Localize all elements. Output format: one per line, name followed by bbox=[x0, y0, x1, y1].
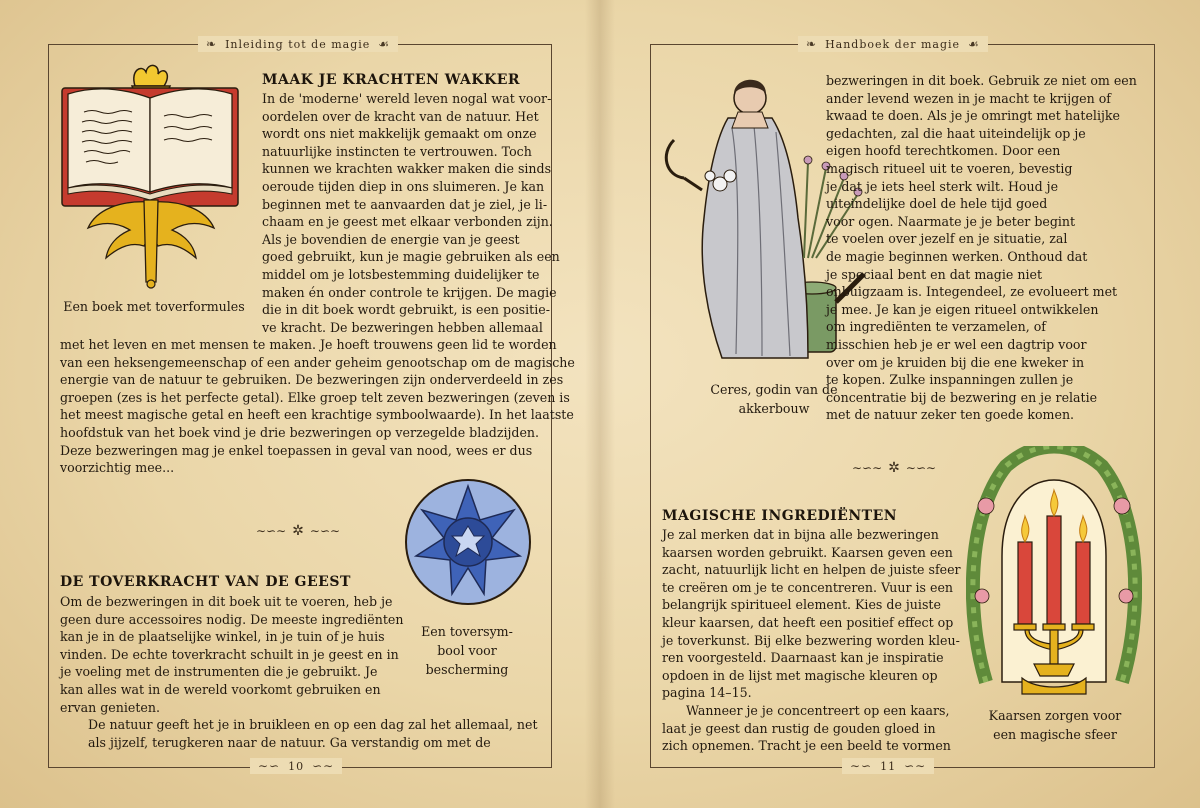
body-line: bezweringen in dit boek. Gebruik ze niet om een bbox=[826, 73, 1137, 88]
body-line: oeroude tijden diep in ons sluimeren. Je kan bbox=[262, 178, 545, 194]
body-line: hoofdstuk van het boek vind je drie bezweringen op verzegelde bladzijden. bbox=[60, 424, 540, 440]
body-line: kleur kaarsen, dat heeft een positief effect op bbox=[662, 614, 954, 630]
section-body bbox=[662, 720, 951, 755]
section-body bbox=[60, 593, 403, 716]
section-body bbox=[662, 526, 961, 702]
flourish-right-icon: ☙ bbox=[378, 37, 391, 51]
body-line: magisch ritueel uit te voeren, bevestig bbox=[826, 160, 1073, 176]
candles-caption bbox=[972, 706, 1138, 744]
section-divider bbox=[852, 460, 936, 476]
protection-symbol-illustration bbox=[402, 476, 534, 608]
body-line: natuurlijke instincten te vertrouwen. Toch bbox=[262, 143, 532, 159]
book-caption: Een boek met toverformules bbox=[63, 299, 245, 314]
body-line: Wanneer je je concentreert op een kaars, bbox=[686, 703, 950, 718]
body-line: ander levend wezen in je macht te krijgen of bbox=[826, 90, 1111, 106]
body-line: belangrijk spiritueel element. Kies de juiste bbox=[662, 597, 941, 613]
body-line: je voeling met de instrumenten die je gebruikt. Je bbox=[60, 664, 378, 680]
body-line: laat je geest dan rustig de gouden gloed in bbox=[662, 720, 936, 736]
caption-line: akkerbouw bbox=[738, 401, 810, 416]
body-line: Om de bezweringen in dit boek uit te voeren, heb je bbox=[60, 594, 393, 609]
body-line: onbuigzaam is. Integendeel, ze evolueert met bbox=[826, 284, 1118, 300]
page-number-text: 10 bbox=[288, 759, 305, 773]
body-line: wordt ons niet makkelijk gemaakt om onze bbox=[262, 126, 537, 142]
body-line: oordelen over de kracht van de natuur. Het bbox=[262, 108, 539, 124]
body-line: De natuur geeft het je in bruikleen en op een dag zal het allemaal, net bbox=[88, 717, 538, 732]
body-line: zacht, natuurlijk licht en helpen de juiste sfeer bbox=[662, 562, 961, 578]
body-line: te creëren om je te concentreren. Vuur is een bbox=[662, 579, 954, 595]
section-heading: MAAK JE KRACHTEN WAKKER bbox=[262, 72, 521, 88]
body-line: In de 'moderne' wereld leven nogal wat voor- bbox=[262, 91, 552, 106]
body-line: de magie beginnen werken. Onthoud dat bbox=[826, 248, 1088, 264]
body-line: middel om je lotsbestemming duidelijker te bbox=[262, 266, 540, 282]
page-number-text: 11 bbox=[880, 759, 897, 773]
flourish-right-icon: ∽∼ bbox=[312, 759, 335, 773]
section-body-narrow bbox=[262, 90, 560, 336]
body-line: Als je bovendien de energie van je geest bbox=[262, 231, 520, 247]
swirl-left-icon: ∼∽∼ bbox=[852, 461, 883, 475]
body-line: die in dit boek wordt gebruikt, is een positie- bbox=[262, 302, 550, 318]
body-line: ervan genieten. bbox=[60, 699, 160, 715]
body-line: maken én onder controle te krijgen. De magie bbox=[262, 284, 557, 300]
body-line: vinden. De echte toverkracht schuilt in je geest en in bbox=[60, 646, 399, 662]
body-line: je toverkunst. Bij elke bezwering worden kleu- bbox=[662, 632, 960, 648]
right-page bbox=[600, 0, 1200, 808]
body-line: geen dure accessoires nodig. De meeste ingrediënten bbox=[60, 611, 404, 627]
body-line: ren voorgesteld. Daarnaast kan je inspiratie bbox=[662, 650, 944, 666]
page-number bbox=[250, 758, 342, 774]
star-icon: ✲ bbox=[292, 523, 304, 539]
body-line: te kopen. Zulke inspanningen zullen je bbox=[826, 372, 1074, 388]
body-line: je mee. Je kan je eigen ritueel ontwikkelen bbox=[826, 301, 1099, 317]
body-line: je dat je iets heel sterk wilt. Houd je bbox=[826, 178, 1059, 194]
caption-line: Een toversym- bbox=[421, 624, 513, 639]
running-head-text: Handboek der magie bbox=[825, 37, 961, 51]
body-line: kwaad te doen. Als je je omringt met hatelijke bbox=[826, 108, 1120, 124]
body-line: te voelen over jezelf en je situatie, zal bbox=[826, 231, 1068, 247]
body-line: over om je kruiden bij die ene kweker in bbox=[826, 354, 1085, 370]
body-line: groepen (zes is het perfecte getal). Elke groep telt zeven bezweringen (zeven is bbox=[60, 389, 570, 405]
section-heading: MAGISCHE INGREDIËNTEN bbox=[662, 508, 898, 524]
flourish-left-icon: ∼∽ bbox=[850, 759, 873, 773]
body-line: Deze bezweringen mag je enkel toepassen in geval van nood, wees er dus bbox=[60, 442, 533, 458]
caption-line: Ceres, godin van de bbox=[710, 382, 838, 397]
body-line: concentratie bij de bezwering en je relatie bbox=[826, 389, 1098, 405]
flourish-right-icon: ☙ bbox=[968, 37, 980, 51]
body-line: kunnen we krachten wakker maken die sinds bbox=[262, 161, 552, 177]
body-line: opdoen in de lijst met magische kleuren op bbox=[662, 667, 938, 683]
body-line: uiteindelijke doel de hele tijd goed bbox=[826, 196, 1048, 212]
candles-illustration bbox=[966, 446, 1142, 698]
page-number bbox=[842, 758, 934, 774]
star-icon: ✲ bbox=[888, 460, 900, 476]
caption-line: een magische sfeer bbox=[993, 727, 1117, 742]
body-line: van een heksengemeenschap of een ander geheim genootschap om de magische bbox=[60, 354, 575, 370]
body-line: met het leven en met mensen te maken. Je hoeft trouwens geen lid te worden bbox=[60, 337, 557, 352]
section-divider bbox=[256, 523, 340, 539]
body-line: je speciaal bent en dat magie niet bbox=[826, 266, 1043, 282]
body-line: kaarsen worden gebruikt. Kaarsen geven een bbox=[662, 544, 953, 560]
body-line: voorzichtig mee... bbox=[60, 460, 175, 476]
flourish-left-icon: ❧ bbox=[806, 37, 818, 51]
running-head bbox=[198, 36, 398, 52]
caption-line: bescherming bbox=[425, 662, 509, 677]
body-line: het meest magische getal en heeft een krachtige symboolwaarde). In het laatste bbox=[60, 407, 574, 423]
body-line: gedachten, zal die haat uiteindelijk op je bbox=[826, 125, 1086, 141]
body-line: Je zal merken dat in bijna alle bezweringen bbox=[662, 527, 939, 542]
body-line: met de natuur zeker ten goede komen. bbox=[826, 407, 1075, 423]
body-line: zich opnemen. Tracht je een beeld te vormen bbox=[662, 738, 951, 754]
section-body-wide bbox=[60, 336, 575, 477]
swirl-right-icon: ∼∽∼ bbox=[309, 524, 341, 538]
body-line: eigen hoofd terechtkomen. Door een bbox=[826, 143, 1061, 159]
flourish-left-icon: ❧ bbox=[206, 37, 218, 51]
flourish-right-icon: ∽∼ bbox=[904, 759, 927, 773]
body-line: om ingrediënten te verzamelen, of bbox=[826, 319, 1046, 335]
body-line: energie van de natuur te gebruiken. De bezweringen zijn onderverdeeld in zes bbox=[60, 372, 564, 388]
running-head bbox=[798, 36, 988, 52]
swirl-right-icon: ∼∽∼ bbox=[905, 461, 937, 475]
body-line: pagina 14–15. bbox=[662, 685, 752, 701]
caption-line: Kaarsen zorgen voor bbox=[988, 708, 1122, 723]
swirl-left-icon: ∼∽∼ bbox=[256, 524, 287, 538]
body-line: goed gebruikt, kun je magie gebruiken als een bbox=[262, 249, 560, 265]
spell-book-illustration bbox=[60, 60, 242, 290]
running-head-text: Inleiding tot de magie bbox=[225, 37, 371, 51]
body-line: kan alles wat in de wereld voorkomt gebruiken en bbox=[60, 681, 381, 697]
body-line: chaam en je geest met elkaar verbonden zijn. bbox=[262, 214, 553, 230]
body-line: als jijzelf, terugkeren naar de natuur. Ga verstandig om met de bbox=[88, 734, 491, 750]
body-line: kan je in de plaatselijke winkel, in je tuin of je huis bbox=[60, 629, 385, 645]
symbol-caption bbox=[404, 622, 530, 679]
flourish-left-icon: ∼∽ bbox=[258, 759, 281, 773]
body-line: voor ogen. Naarmate je je beter begint bbox=[826, 213, 1076, 229]
section-body bbox=[826, 72, 1137, 424]
body-line: beginnen met te aanvaarden dat je ziel, je li- bbox=[262, 196, 548, 212]
body-line: ve kracht. De bezweringen hebben allemaal bbox=[262, 319, 543, 335]
section-heading: DE TOVERKRACHT VAN DE GEEST bbox=[60, 574, 351, 590]
section-body-indent bbox=[686, 702, 949, 720]
section-body-indent bbox=[88, 716, 538, 751]
body-line: misschien heb je er wel een dagtrip voor bbox=[826, 336, 1087, 352]
caption-line: bool voor bbox=[437, 643, 497, 658]
